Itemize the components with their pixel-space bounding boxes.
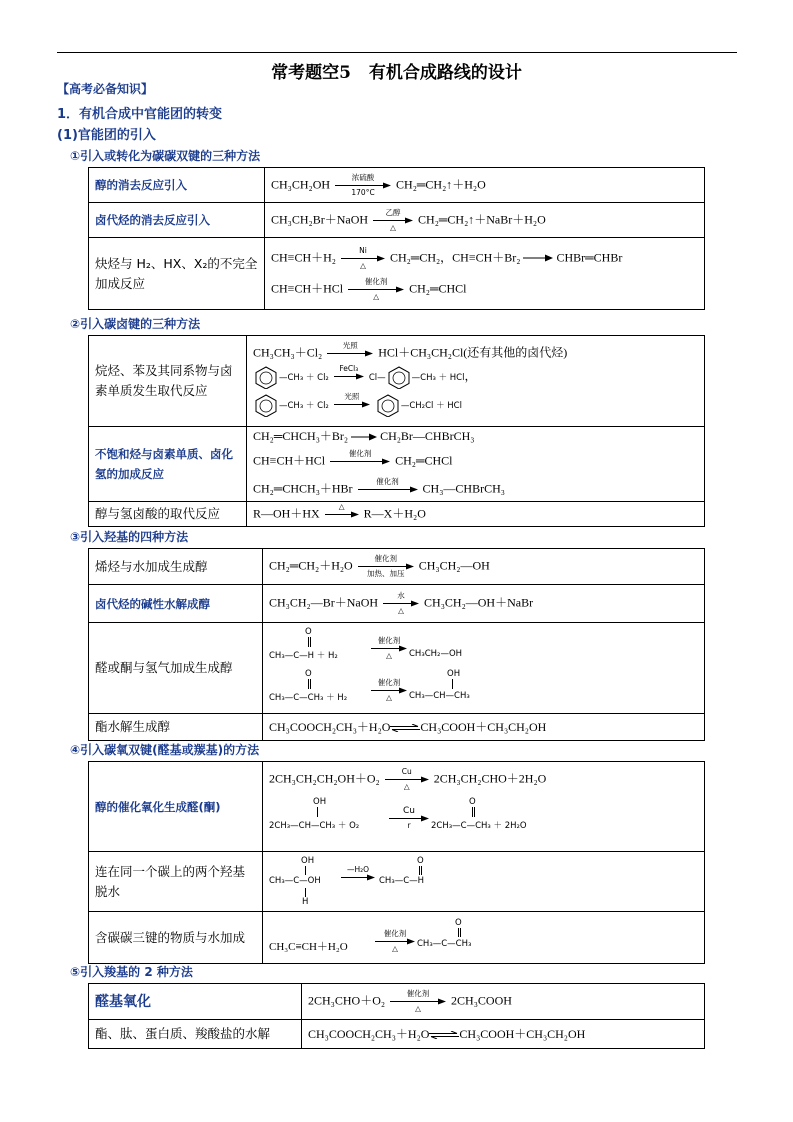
benzene-icon bbox=[253, 393, 279, 417]
row-label: 醛基氧化 bbox=[89, 984, 302, 1020]
table-row bbox=[89, 984, 705, 1020]
equation-group: CH₃CH₃＋Cl₂ 光照 HCl＋CH₃CH₂Cl(还有其他的卤代烃) —CH₃ ＋ Cl₂ FeCl₃ Cl— —CH₃ ＋ HCl， —CH₃ ＋ Cl₂ 光照 —CH₂Cl ＋ HCl bbox=[247, 336, 705, 427]
row-label: 连在同一个碳上的两个羟基脱水 bbox=[89, 852, 263, 912]
row-label: 酯水解生成醇 bbox=[89, 714, 263, 741]
header-rule bbox=[57, 52, 737, 53]
heading-1: 1．有机合成中官能团的转变 bbox=[57, 107, 223, 122]
table-row bbox=[89, 912, 705, 964]
benzene-icon bbox=[253, 365, 279, 389]
row-label: 烷烃、苯及其同系物与卤素单质发生取代反应 bbox=[89, 336, 247, 427]
equation-group: O CH₃—C—H ＋ H₂ 催化剂 △ CH₃CH₂—OH O CH₃—C—CH₃ ＋ H₂ 催化剂 △ OH CH₃—CH—CH₃ bbox=[263, 623, 705, 714]
equation: CH₃CH₂—Br＋NaOH 水 △ CH₃CH₂—OH＋NaBr bbox=[263, 585, 705, 623]
equation: CH₃CH₂OH 浓硫酸 170°C CH₂═CH₂↑＋H₂O bbox=[265, 168, 705, 203]
equation: OH CH₃—C—OH H —H₂O O CH₃—C—H bbox=[263, 852, 705, 912]
table-row bbox=[89, 585, 705, 623]
table-row bbox=[89, 852, 705, 912]
section-2-title: ②引入碳卤键的三种方法 bbox=[70, 317, 201, 331]
heading-2: (1)官能团的引入 bbox=[57, 128, 156, 143]
equilibrium-arrow-icon bbox=[429, 1031, 459, 1039]
equation: R—OH＋HX △ R—X＋H₂O bbox=[247, 502, 705, 527]
row-label: 醇与氢卤酸的取代反应 bbox=[89, 502, 247, 527]
table-row bbox=[89, 762, 705, 852]
table-carboxyl bbox=[88, 983, 705, 1049]
equation: CH₃COOCH₂CH₃＋H₂O CH₃COOH＋CH₃CH₂OH bbox=[263, 714, 705, 741]
section-5-title: ⑤引入羧基的 2 种方法 bbox=[70, 965, 193, 979]
table-carbonyl bbox=[88, 761, 705, 964]
equation: CH₃COOCH₂CH₃＋H₂O CH₃COOH＋CH₃CH₂OH bbox=[302, 1020, 705, 1049]
page-title: 常考题空5 有机合成路线的设计 bbox=[271, 63, 522, 83]
equation-group: CH≡CH＋H₂ Ni △ CH₂═CH₂，CH≡CH＋Br₂ CHBr═CHBr CH≡CH＋HCl 催化剂 △ CH₂═CHCl bbox=[265, 238, 705, 310]
equilibrium-arrow-icon bbox=[390, 724, 420, 732]
equation: CH₂═CH₂＋H₂O 催化剂 加热、加压 CH₃CH₂—OH bbox=[263, 549, 705, 585]
row-label: 含碳碳三键的物质与水加成 bbox=[89, 912, 263, 964]
table-row bbox=[89, 336, 705, 427]
section-4-title: ④引入碳氧双键(醛基或羰基)的方法 bbox=[70, 743, 260, 757]
row-label: 炔烃与 H₂、HX、X₂的不完全加成反应 bbox=[89, 238, 265, 310]
row-label: 不饱和烃与卤素单质、卤化氢的加成反应 bbox=[89, 427, 247, 502]
equation: CH₃C≡CH＋H₂O 催化剂 △ O CH₃—C—CH₃ bbox=[263, 912, 705, 964]
table-row bbox=[89, 203, 705, 238]
equation-group: 2CH₃CH₂CH₂OH＋O₂ Cu △ 2CH₃CH₂CHO＋2H₂O OH 2CH₃—CH—CH₃ ＋ O₂ Cu r O 2CH₃—C—CH₃ ＋ 2H₂O bbox=[263, 762, 705, 852]
equation: CH₃CH₂Br＋NaOH 乙醇 △ CH₂═CH₂↑＋NaBr＋H₂O bbox=[265, 203, 705, 238]
table-row bbox=[89, 502, 705, 527]
section-1-title: ①引入或转化为碳碳双键的三种方法 bbox=[70, 149, 261, 163]
row-label: 烯烃与水加成生成醇 bbox=[89, 549, 263, 585]
table-row bbox=[89, 168, 705, 203]
table-row bbox=[89, 623, 705, 714]
row-label: 醛或酮与氢气加成生成醇 bbox=[89, 623, 263, 714]
table-double-bond bbox=[88, 167, 705, 310]
row-label: 醇的催化氧化生成醛(酮) bbox=[89, 762, 263, 852]
table-row bbox=[89, 714, 705, 741]
knowledge-tag: 【高考必备知识】 bbox=[57, 82, 154, 96]
table-row bbox=[89, 1020, 705, 1049]
section-3-title: ③引入羟基的四种方法 bbox=[70, 530, 189, 544]
benzene-icon bbox=[375, 393, 401, 417]
table-halogen bbox=[88, 335, 705, 527]
row-label: 卤代烃的消去反应引入 bbox=[89, 203, 265, 238]
equation-group: CH₂═CHCH₃＋Br₂ CH₂Br—CHBrCH₃ CH≡CH＋HCl 催化剂 CH₂═CHCl CH₂═CHCH₃＋HBr 催化剂 CH₃—CHBrCH₃ bbox=[247, 427, 705, 502]
table-row bbox=[89, 238, 705, 310]
row-label: 酯、肽、蛋白质、羧酸盐的水解 bbox=[89, 1020, 302, 1049]
table-hydroxyl bbox=[88, 548, 705, 741]
row-label: 卤代烃的碱性水解成醇 bbox=[89, 585, 263, 623]
table-row bbox=[89, 427, 705, 502]
benzene-icon bbox=[386, 365, 412, 389]
equation: 2CH₃CHO＋O₂ 催化剂 △ 2CH₃COOH bbox=[302, 984, 705, 1020]
table-row bbox=[89, 549, 705, 585]
row-label: 醇的消去反应引入 bbox=[89, 168, 265, 203]
